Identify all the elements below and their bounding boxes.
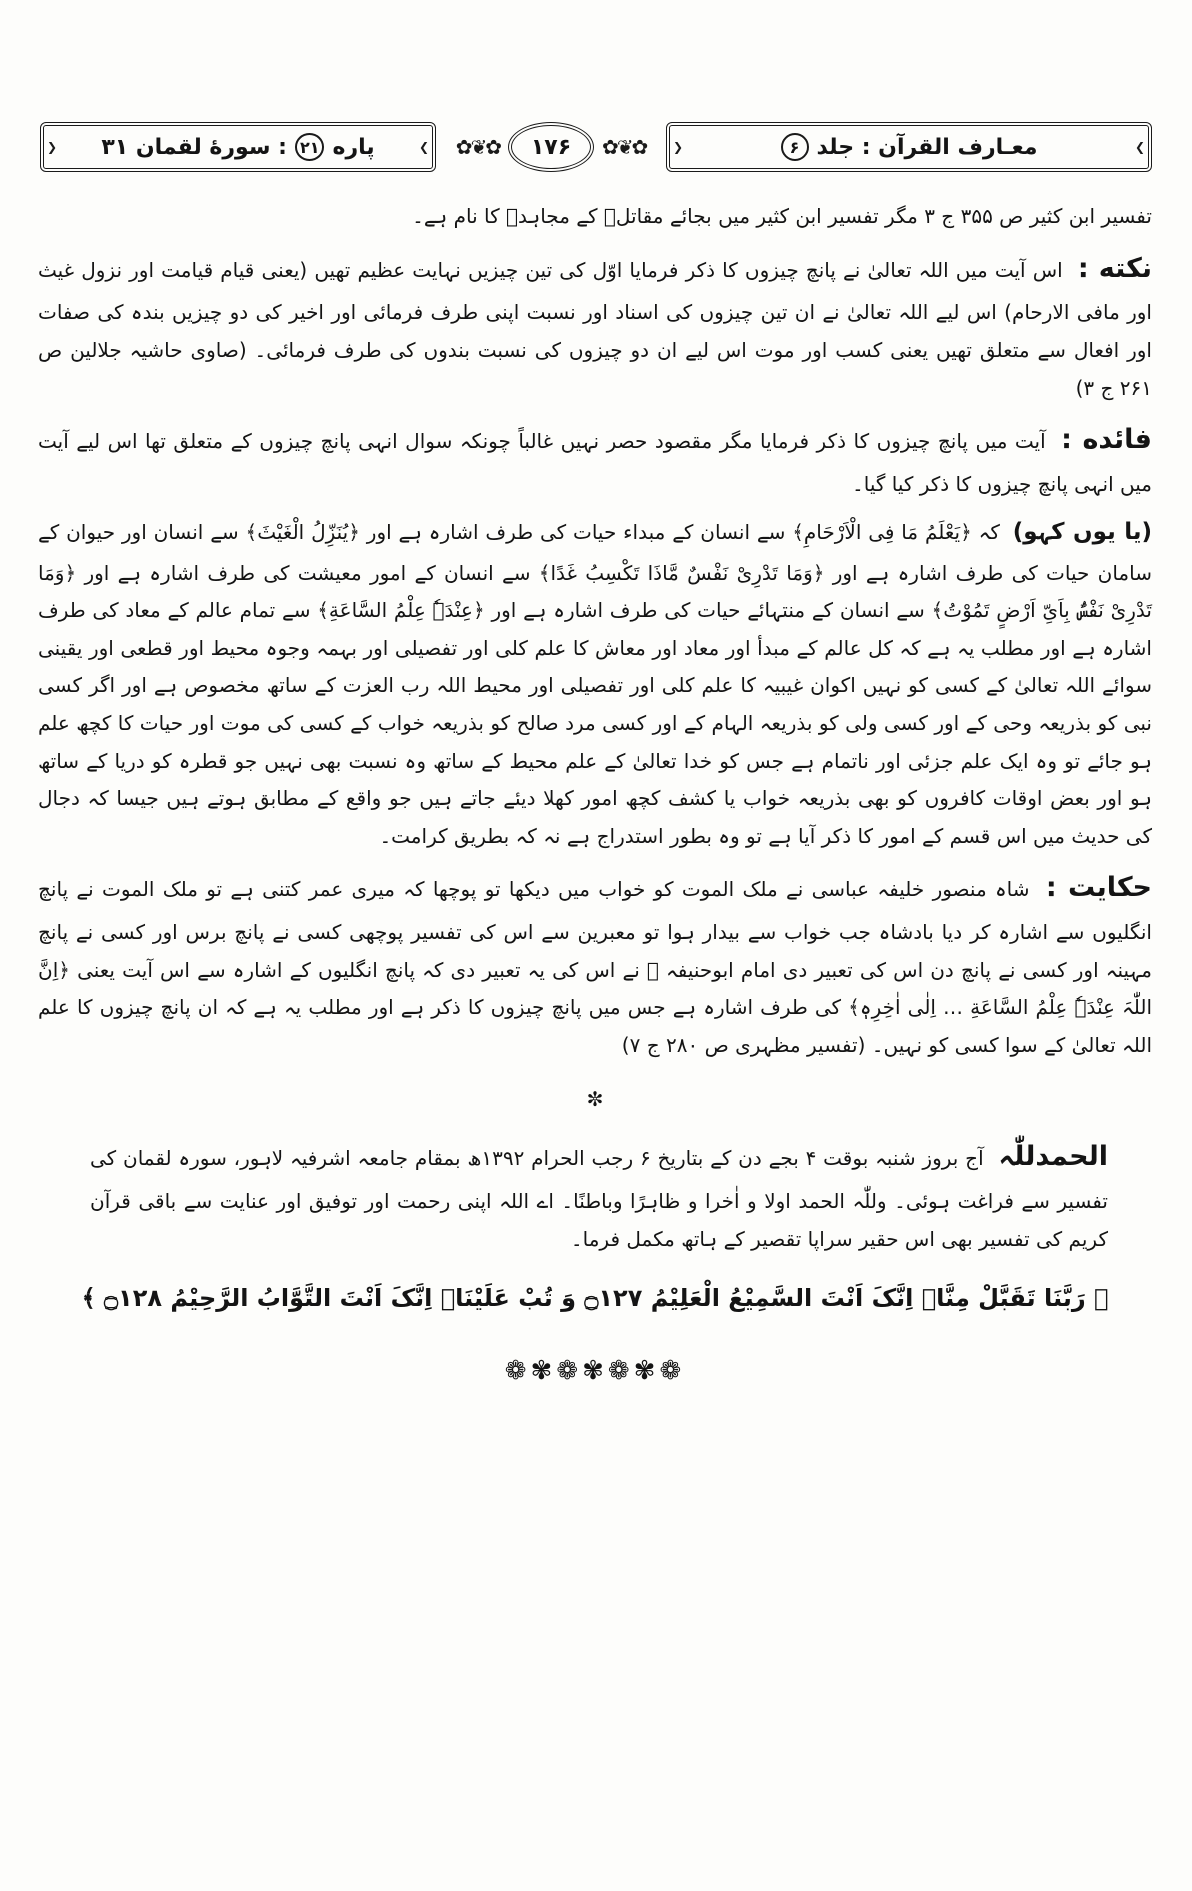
- footer-ornament: [38, 1347, 1152, 1396]
- page-header: [40, 122, 1152, 172]
- paragraph-nukta: [38, 244, 1152, 408]
- paragraph-lead-ya-yun-kaho: (یا یوں کہو): [1012, 519, 1152, 546]
- paragraph-intro: [38, 198, 1152, 236]
- header-para-surah: [40, 122, 436, 172]
- paragraph-hikayat: [38, 863, 1152, 1064]
- medallion-flourish-left: ✿❦✿: [455, 135, 500, 159]
- paragraph-faida: [38, 415, 1152, 503]
- surah-label: : سورهٔ لقمان ۳۱: [101, 134, 287, 160]
- para-number-badge: ۲۱: [295, 133, 325, 161]
- medallion-flourish-right: ✿❦✿: [602, 135, 647, 159]
- separator-star-icon: ✼: [586, 1086, 604, 1111]
- para-label: ❯ پاره: [332, 134, 375, 160]
- volume-number-badge: ۶: [781, 133, 809, 161]
- paragraph-ya-yun-kaho: [38, 511, 1152, 855]
- paragraph-text-faida: آیت میں پانچ چیزوں کا ذکر فرمایا مگر مقصود حصر نہیں غالباً چونکہ سوال انہی پانچ چیزوں کے متعلق تھا اس لیے آیت میں انہی پانچ چیزوں کا ذکر کیا گیا۔: [38, 429, 1152, 496]
- footer-ornament-icon: ❁✾❁✾❁✾❁: [504, 1356, 686, 1387]
- paragraph-lead-nukta: نکته :: [1077, 252, 1153, 284]
- paragraph-text-alhamdulillah: آج بروز شنبہ بوقت ۴ بجے دن کے بتاریخ ۶ رجب الحرام ۱۳۹۲ھ بمقام جامعہ اشرفیہ لاہور، سورہ لقمان کی تفسیر سے فراغت ہوئی۔ وللّٰہ الحمد اولا و اٰخرا و ظاہرًا وباطنًا۔ اے اللہ اپنی رحمت اور توفیق اور عنایت سے باقی قرآن کریم کی تفسیر بھی اس حقیر سراپا تقصیر کے ہاتھ مکمل فرما۔: [90, 1146, 1108, 1251]
- paragraph-text-ya-yun-kaho: کہ ﴿یَعْلَمُ مَا فِی الْاَرْحَامِ﴾ سے انسان کے مبداء حیات کی طرف اشارہ ہے اور ﴿یُنَزِّلُ الْغَیْثَ﴾ سے انسان اور حیوان کے سامان حیات کی طرف اشارہ ہے اور ﴿وَمَا تَدْرِیْ نَفْسٌ مَّاذَا تَکْسِبُ غَدًا﴾ سے انسان کے امور معیشت کی طرف اشارہ ہے اور ﴿وَمَا تَدْرِیْ نَفْسٌۢ بِاَیِّ اَرْضٍ تَمُوْتُ﴾ سے انسان کے منتہائے حیات کی طرف اشارہ ہے اور ﴿عِنْدَہٗ عِلْمُ السَّاعَةِ﴾ سے تمام عالم کے معاد کی طرف اشارہ ہے اور مطلب یہ ہے کہ کل عالم کے مبدأ اور معاد اور معاش کا علم کلی اور تفصیلی اور بہمہ وجوہ محیط اور قطعی اور یقینی سوائے اللہ تعالیٰ کے کسی کو نہیں اکوان غیبیہ کا علم کلی اور تفصیلی اور محیط اللہ رب العزت کے ساتھ مخصوص ہے اور اگر کسی نبی کو بذریعہ وحی کے اور کسی ولی کو بذریعہ الہام کے اور کسی مرد صالح کو بذریعہ خواب کے کسی کی موت اور حیات کا کچھ علم ہو جائے تو وہ ایک علم جزئی اور ناتمام ہے جس کو خدا تعالیٰ کے علم محیط کے ساتھ وہ نسبت بھی نہیں جو قطرہ کو دریا کے ساتھ ہو اور بعض اوقات کافروں کو بھی بذریعہ خواب یا کشف کچھ امور کھلا دیئے جاتے ہیں جو واقع کے مطابق ہوتے ہیں جیسا کہ دجال کی حدیث میں اس قسم کے امور کا ذکر آیا ہے تو وہ بطور استدراج ہے نہ کہ بطریق کرامت۔: [38, 520, 1153, 848]
- paragraph-lead-alhamdulillah: الحمدللّٰہ: [998, 1141, 1108, 1173]
- header-book-title: [666, 122, 1152, 172]
- book-title-text: ❯ معـارف القرآن : جلد: [816, 134, 1038, 160]
- paragraph-lead-faida: فائده :: [1061, 424, 1152, 456]
- paragraph-lead-hikayat: حکایت :: [1045, 872, 1153, 904]
- closing-dua-verse: [38, 1276, 1152, 1321]
- intro-text: تفسیر ابن کثیر ص ۳۵۵ ج ۳ مگر تفسیر ابن کثیر میں بجائے مقاتلؒ کے مجاہدؒ کا نام ہے۔: [412, 204, 1152, 228]
- dua-text: ﴿ رَبَّنَا تَقَبَّلْ مِنَّاۤ اِنَّکَ اَنْتَ السَّمِیْعُ الْعَلِیْمُ ۝۱۲۷ وَ تُبْ عَلَیْنَاۤ اِنَّکَ اَنْتَ التَّوَّابُ الرَّحِیْمُ ۝۱۲۸ ﴾: [81, 1284, 1109, 1313]
- page-number: ۱۷۶: [508, 122, 594, 172]
- page-number-medallion: [446, 122, 656, 172]
- section-separator-ornament: [38, 1081, 1152, 1119]
- paragraph-text-nukta: اس آیت میں اللہ تعالیٰ نے پانچ چیزوں کا ذکر فرمایا اوّل کی تین چیزیں نہایت عظیم تھیں (یعنی قیام قیامت اور نزول غیث اور مافی الارحام) اس لیے اللہ تعالیٰ نے ان تین چیزوں کی اسناد اور نسبت اپنی طرف فرمائی اور اخیر کی دو چیزیں بندہ کی صفات اور افعال سے متعلق تھیں یعنی کسب اور موت اس لیے ان دو چیزوں کی نسبت بندوں کی طرف فرمائی۔ (صاوی حاشیہ جلالین ص ۲۶۱ ج ۳): [38, 257, 1152, 400]
- paragraph-alhamdulillah: [38, 1132, 1152, 1258]
- page-content: [38, 198, 1152, 1396]
- paragraph-text-hikayat: شاہ منصور خلیفہ عباسی نے ملک الموت کو خواب میں دیکھا تو پوچھا کہ میری عمر کتنی ہے تو ملک الموت نے پانچ انگلیوں سے اشارہ کر دیا بادشاہ جب خواب سے بیدار ہوا تو معبرین سے اس کی تفسیر پوچھی کسی نے پانچ برس اور کسی نے پانچ مہینہ اور کسی نے پانچ دن اس کی تعبیر دی امام ابوحنیفہ ؒ نے اس کی یہ تعبیر دی کہ پانچ انگلیوں کے اشارہ سے اس آیت یعنی ﴿اِنَّ اللّٰہَ عِنْدَہٗ عِلْمُ السَّاعَةِ … اِلٰی اٰخِرِہٖ﴾ کی طرف اشارہ ہے جس میں پانچ چیزوں کا ذکر ہے اور مطلب یہ ہے کہ ان پانچ چیزوں کا علم اللہ تعالیٰ کے سوا کسی کو نہیں۔ (تفسیر مظہری ص ۲۸۰ ج ۷): [38, 877, 1152, 1057]
